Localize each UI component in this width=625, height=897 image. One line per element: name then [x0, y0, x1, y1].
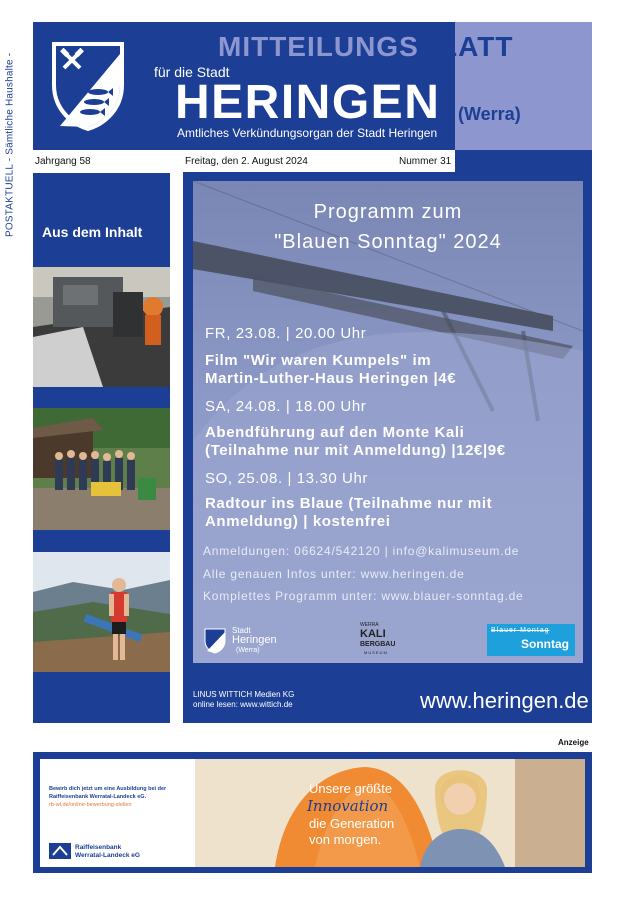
event-2-date: SA, 24.08. | 18.00 Uhr	[205, 398, 367, 415]
bank-line2: Werratal-Landeck eG	[75, 851, 140, 859]
logo-kali-museum	[358, 622, 404, 658]
poster-infos: Alle genauen Infos unter: www.heringen.de	[203, 567, 465, 581]
masthead-fuer: für die Stadt	[154, 64, 230, 80]
event-2-line1: Abendführung auf den Monte Kali	[205, 424, 465, 441]
bank-line1: Raiffeisenbank	[75, 844, 122, 851]
event-1-line1: Film "Wir waren Kumpels" im	[205, 352, 432, 369]
masthead-subtitle: Amtliches Verkündungsorgan der Stadt Heringen	[177, 126, 438, 140]
road-paving-image	[33, 267, 170, 387]
ad-graphic	[195, 759, 585, 867]
poster-programm: Komplettes Programm unter: www.blauer-sonntag.de	[203, 589, 524, 603]
masthead-city: HERINGEN	[175, 76, 441, 129]
photo-runner[interactable]	[33, 552, 170, 672]
website-link[interactable]: www.heringen.de	[420, 688, 589, 713]
raiffeisen-logo-icon	[49, 843, 71, 859]
photo-group[interactable]	[33, 408, 170, 530]
cover-poster	[193, 181, 583, 663]
stadt-logo-line1: Stadt	[232, 626, 251, 635]
ad-small-line3[interactable]: rb-wl.de/online-bewerbung-stellen	[49, 802, 132, 808]
poster-title-2: "Blauen Sonntag" 2024	[274, 231, 502, 253]
contents-heading: Aus dem Inhalt	[42, 224, 143, 240]
poster-anmeldung: Anmeldungen: 06624/542120 | info@kalimuseum.de	[203, 544, 520, 558]
masthead-region: (Werra)	[458, 104, 521, 124]
ad-small-line1: Bewirb dich jetzt um eine Ausbildung bei der	[49, 786, 167, 792]
stadt-logo-line2: Heringen	[232, 634, 277, 646]
logo-blauer-sonntag	[487, 624, 575, 656]
issue-date: Freitag, den 2. August 2024	[185, 156, 308, 167]
publisher-online[interactable]: online lesen: www.wittich.de	[193, 700, 293, 709]
ad-headline-1: Unsere größte	[309, 781, 393, 796]
poster-title-1: Programm zum	[313, 201, 463, 223]
event-3-line2: Anmeldung) | kostenfrei	[205, 513, 391, 530]
blauer-logo-line2: Sonntag	[521, 637, 569, 651]
photo-road-paving[interactable]	[33, 267, 170, 387]
stadt-crest-icon	[204, 628, 226, 654]
kali-logo-line3: BERGBAU	[360, 641, 396, 648]
ad-small-line2: Raiffeisenbank Werratal-Landeck eG.	[49, 794, 147, 800]
bank-name	[75, 844, 140, 860]
kali-logo-line4: MUSEUM	[364, 650, 388, 655]
kali-logo-line1: WERRA	[360, 622, 379, 628]
event-3-line1: Radtour ins Blaue (Teilnahme nur mit	[205, 495, 493, 512]
ad-headline-4: von morgen.	[309, 832, 382, 847]
runner-image	[33, 552, 170, 672]
publisher-name: LINUS WITTICH Medien KG	[193, 690, 295, 699]
city-crest-icon	[50, 40, 126, 132]
group-photo-image	[33, 408, 170, 530]
event-1-date: FR, 23.08. | 20.00 Uhr	[205, 325, 367, 342]
event-2-line2: (Teilnahme nur mit Anmeldung) |12€|9€	[205, 442, 506, 459]
issue-number: Nummer 31	[399, 156, 452, 167]
publisher-info	[193, 690, 294, 710]
blauer-logo-line1: Blauer Montag	[491, 627, 550, 634]
ad-headline-2: Innovation	[307, 797, 389, 815]
postal-note: POSTAKTUELL - Sämtliche Haushalte -	[4, 52, 16, 238]
ad-headline-3: die Generation	[309, 816, 395, 831]
issue-jahrgang: Jahrgang 58	[35, 156, 91, 167]
event-3-date: SO, 25.08. | 13.30 Uhr	[205, 470, 369, 487]
ad-image	[195, 759, 585, 867]
stadt-logo-line3: (Werra)	[236, 647, 260, 654]
ad-label: Anzeige	[558, 738, 589, 747]
masthead-strip	[455, 150, 592, 172]
masthead-title: MITTEILUNGSBLATT	[218, 31, 514, 62]
logo-stadt-heringen	[204, 626, 300, 656]
event-1-line2: Martin-Luther-Haus Heringen |4€	[205, 370, 457, 387]
kali-logo-line2: KALI	[360, 628, 386, 640]
